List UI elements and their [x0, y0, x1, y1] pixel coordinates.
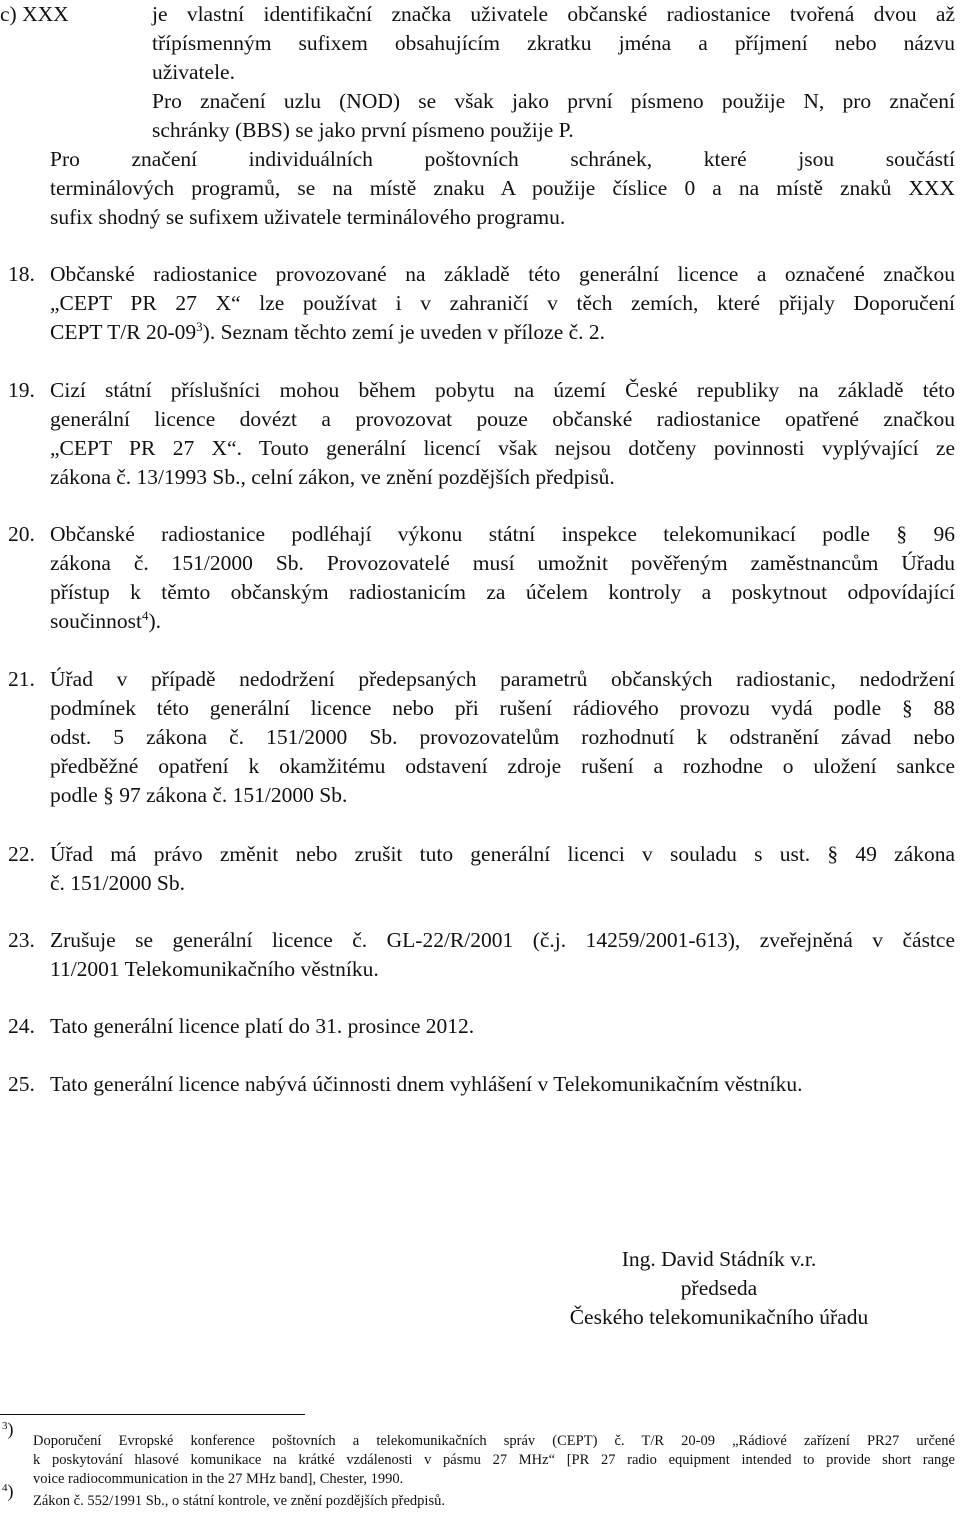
- footnote-ref-4: 4: [141, 607, 149, 623]
- footnote-ref-3: 3: [196, 318, 203, 334]
- paragraph-20-line-1: Občanské radiostanice podléhají výkonu státní inspekce telekomunikací podle § 96: [50, 522, 955, 546]
- paragraph-22-line-2: č. 151/2000 Sb.: [50, 871, 185, 895]
- paragraph-20-line-3: přístup k těmto občanským radiostanicím za účelem kontroly a poskytnout odpovídající: [50, 580, 955, 604]
- paragraph-20-line-4a: součinnost: [50, 609, 142, 633]
- paragraph-20-number: 20.: [8, 522, 35, 546]
- item-c-label: c) XXX: [0, 2, 69, 26]
- paragraph-25-number: 25.: [8, 1072, 35, 1096]
- paragraph-21-line-2: podmínek této generální licence nebo při rušení rádiového provozu vydá podle § 88: [50, 696, 955, 720]
- paragraph-18-line-3b: ). Seznam těchto zemí je uveden v příloze č. 2.: [202, 320, 606, 344]
- paragraph-23-line-1: Zrušuje se generální licence č. GL-22/R/2001 (č.j. 14259/2001-613), zveřejněná v částce: [50, 928, 955, 952]
- paragraph-23-line-2: 11/2001 Telekomunikačního věstníku.: [50, 957, 379, 981]
- footnote-4-line-1: Zákon č. 552/1991 Sb., o státní kontrole, ve znění pozdějších předpisů.: [33, 1493, 445, 1509]
- paragraph-18-line-3a: CEPT T/R 20-09: [50, 320, 197, 344]
- paragraph-24-text: Tato generální licence platí do 31. prosince 2012.: [50, 1014, 475, 1038]
- paragraph-20-line-2: zákona č. 151/2000 Sb. Provozovatelé musí umožnit pověřeným zaměstnancům Úřadu: [50, 551, 955, 575]
- signature-organization: Českého telekomunikačního úřadu: [569, 1305, 869, 1329]
- paragraph-21-line-3: odst. 5 zákona č. 151/2000 Sb. provozovatelům rozhodnutí k odstranění závad nebo: [50, 725, 955, 749]
- paragraph-23-number: 23.: [8, 928, 35, 952]
- item-c-note-line-3: sufix shodný se sufixem uživatele terminálového programu.: [50, 205, 566, 229]
- paragraph-22-line-1: Úřad má právo změnit nebo zrušit tuto generální licenci v souladu s ust. § 49 zákona: [50, 842, 955, 866]
- paragraph-21-line-4: předběžné opatření k okamžitému odstavení zdroje rušení a rozhodne o uložení sankce: [50, 754, 955, 778]
- item-c-line-1: je vlastní identifikační značka uživatele občanské radiostanice tvořená dvou až: [152, 2, 955, 26]
- paragraph-21-line-1: Úřad v případě nedodržení předepsaných parametrů občanských radiostanic, nedodržení: [50, 667, 955, 691]
- paragraph-19-number: 19.: [8, 378, 35, 402]
- item-c-note-line-2: terminálových programů, se na místě znaku A použije číslice 0 a na místě znaků XXX: [50, 176, 955, 200]
- footnote-separator: [0, 1414, 305, 1415]
- paragraph-19-line-3: „CEPT PR 27 X“. Touto generální licencí však nejsou dotčeny povinnosti vyplývající ze: [50, 436, 955, 460]
- footnote-3-line-2: k poskytování hlasové komunikace na krátké vzdálenosti v pásmu 27 MHz“ [PR 27 radio equipment intended to provide short range: [33, 1452, 955, 1468]
- item-c-line-5: schránky (BBS) se jako první písmeno použije P.: [152, 118, 574, 142]
- paragraph-20-line-4b: ).: [148, 609, 162, 633]
- footnote-3-line-3: voice radiocommunication in the 27 MHz band], Chester, 1990.: [33, 1471, 404, 1487]
- item-c-note-line-1: Pro značení individuálních poštovních schránek, které jsou součástí: [50, 147, 955, 171]
- paragraph-20-line-4: [50, 607, 161, 636]
- paragraph-19-line-2: generální licence dovézt a provozovat pouze občanské radiostanice opatřené značkou: [50, 407, 955, 431]
- signature-role: předseda: [680, 1276, 758, 1300]
- paragraph-24-number: 24.: [8, 1014, 35, 1038]
- paragraph-18-line-1: Občanské radiostanice provozované na základě této generální licence a označené značkou: [50, 262, 955, 286]
- paragraph-19-line-4: zákona č. 13/1993 Sb., celní zákon, ve znění pozdějších předpisů.: [50, 465, 615, 489]
- footnote-3-mark: $^3$): [2, 1419, 14, 1439]
- paragraph-22-number: 22.: [8, 842, 35, 866]
- item-c-line-2: třípísmenným sufixem obsahujícím zkratku jména a příjmení nebo názvu: [152, 31, 955, 55]
- paragraph-19-line-1: Cizí státní příslušníci mohou během pobytu na území České republiky na základě této: [50, 378, 955, 402]
- paragraph-18-line-3: [50, 318, 605, 347]
- paragraph-18-number: 18.: [8, 262, 35, 286]
- signature-name: Ing. David Stádník v.r.: [621, 1247, 817, 1271]
- item-c-line-4: Pro značení uzlu (NOD) se však jako první písmeno použije N, pro značení: [152, 89, 955, 113]
- paragraph-21-line-5: podle § 97 zákona č. 151/2000 Sb.: [50, 783, 348, 807]
- item-c-line-3: uživatele.: [152, 60, 235, 84]
- footnote-4-mark: $^4$): [2, 1481, 14, 1501]
- paragraph-25-text: Tato generální licence nabývá účinnosti dnem vyhlášení v Telekomunikačním věstníku.: [50, 1072, 803, 1096]
- footnote-3-line-1: Doporučení Evropské konference poštovních a telekomunikačních správ (CEPT) č. T/R 20-09 „Rádiové zařízení PR27 určené: [33, 1433, 955, 1449]
- paragraph-18-line-2: „CEPT PR 27 X“ lze používat i v zahraničí v těch zemích, které přijaly Doporučení: [50, 291, 955, 315]
- paragraph-21-number: 21.: [8, 667, 35, 691]
